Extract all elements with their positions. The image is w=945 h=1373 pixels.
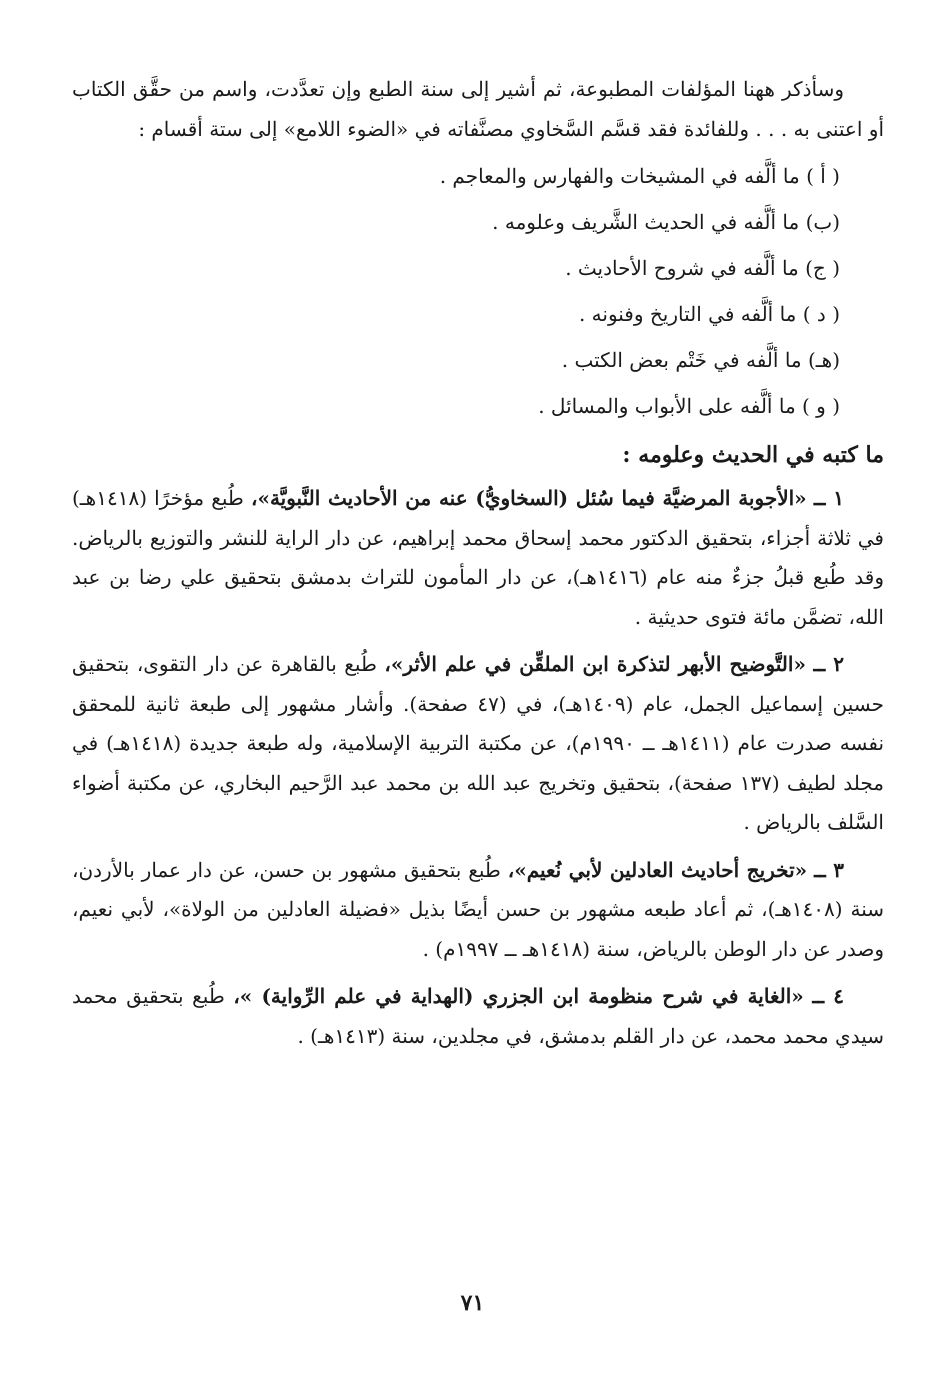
entry-number: ٣ ــ — [814, 857, 845, 882]
entry-number: ٤ ــ — [812, 984, 845, 1008]
section-text: ما ألَّفه في المشيخات والفهارس والمعاجم . — [439, 164, 800, 188]
section-text: ما ألَّفه في خَتْم بعض الكتب . — [561, 348, 802, 372]
entry-title: «التَّوضيح الأبهر لتذكرة ابن الملقِّن في علم الأثر»، — [384, 652, 806, 676]
section-text: ما ألَّفه على الأبواب والمسائل . — [538, 394, 796, 418]
section-marker: ( و ) — [802, 394, 840, 418]
section-text: ما ألَّفه في التاريخ وفنونه . — [578, 302, 797, 326]
list-item — [72, 383, 840, 429]
list-item — [72, 291, 840, 337]
sections-list — [72, 153, 884, 429]
list-item — [72, 153, 840, 199]
entry-paragraph — [72, 645, 884, 843]
section-heading: ما كتبه في الحديث وعلومه : — [622, 442, 884, 468]
entry-body: طُبع بتحقيق محمد سيدي محمد محمد، عن دار القلم بدمشق، في مجلدين، سنة (١٤١٣هـ) . — [72, 984, 884, 1048]
entry-title: «تخريج أحاديث العادلين لأبي نُعيم»، — [507, 857, 808, 882]
document-page — [72, 70, 884, 1064]
list-item — [72, 337, 840, 383]
entry-body: طُبع مؤخرًا (١٤١٨هـ) في ثلاثة أجزاء، بتحقيق الدكتور محمد إسحاق محمد إبراهيم، عن دار الراية للنشر والتوزيع بالرياض. وقد طُبع قبلُ جزءٌ منه عام (١٤١٦هـ)، عن دار المأمون للتراث بدمشق بتحقيق علي رضا بن عبد الله، تضمَّن مائة فتوى حديثية . — [72, 486, 884, 629]
entry-number: ١ ــ — [813, 486, 845, 510]
section-text: ما ألَّفه في الحديث الشَّريف وعلومه . — [492, 210, 800, 234]
section-marker: ( أ ) — [806, 164, 840, 188]
entry-number: ٢ ــ — [813, 652, 845, 676]
entry-body: طُبع بتحقيق مشهور بن حسن، عن دار عمار بالأردن، سنة (١٤٠٨هـ)، ثم أعاد طبعه مشهور بن حسن أيضًا بذيل «فضيلة العادلين من الولاة»، لأبي نعيم، وصدر عن دار الوطن بالرياض، سنة (١٤١٨هـ ــ ١٩٩٧م) . — [72, 857, 884, 961]
entry-paragraph — [72, 851, 884, 970]
page-number: ٧١ — [460, 1290, 485, 1316]
intro-paragraph: وسأذكر ههنا المؤلفات المطبوعة، ثم أشير إلى سنة الطبع وإن تعدَّدت، واسم من حقَّق الكتاب أو اعتنى به . . . وللفائدة فقد قسَّم السَّخاوي مصنَّفاته في «الضوء اللامع» إلى ستة أقسام : — [72, 77, 884, 141]
entry-title: «الغاية في شرح منظومة ابن الجزري (الهداية في علم الرِّواية) »، — [233, 984, 804, 1008]
entry-4 — [72, 977, 884, 1056]
list-item — [72, 199, 840, 245]
entry-body: طُبع بالقاهرة عن دار التقوى، بتحقيق حسين إسماعيل الجمل، عام (١٤٠٩هـ)، في (٤٧ صفحة). وأشار مشهور إلى طبعة ثانية للمحقق نفسه صدرت عام (١٤١١هـ ــ ١٩٩٠م)، عن مكتبة التربية الإسلامية، وله طبعة جديدة (١٤١٨هـ) في مجلد لطيف (١٣٧ صفحة)، بتحقيق وتخريج عبد الله بن محمد عبد الرَّحيم البخاري، عن مكتبة أضواء السَّلف بالرياض . — [72, 652, 885, 834]
section-marker: (هـ) — [807, 348, 840, 372]
entry-3 — [72, 851, 884, 970]
section-marker: (ب) — [805, 210, 840, 234]
entry-title: «الأجوبة المرضيَّة فيما سُئل (السخاويُّ) عنه من الأحاديث النَّبويَّة»، — [250, 486, 807, 510]
section-text: ما ألَّفه في شروح الأحاديث . — [565, 256, 799, 280]
list-item — [72, 245, 840, 291]
entry-1 — [72, 479, 884, 637]
entry-paragraph — [72, 479, 884, 637]
section-marker: ( ج) — [805, 256, 840, 280]
entry-2 — [72, 645, 884, 843]
section-marker: ( د ) — [802, 302, 840, 326]
entry-paragraph — [72, 977, 884, 1056]
